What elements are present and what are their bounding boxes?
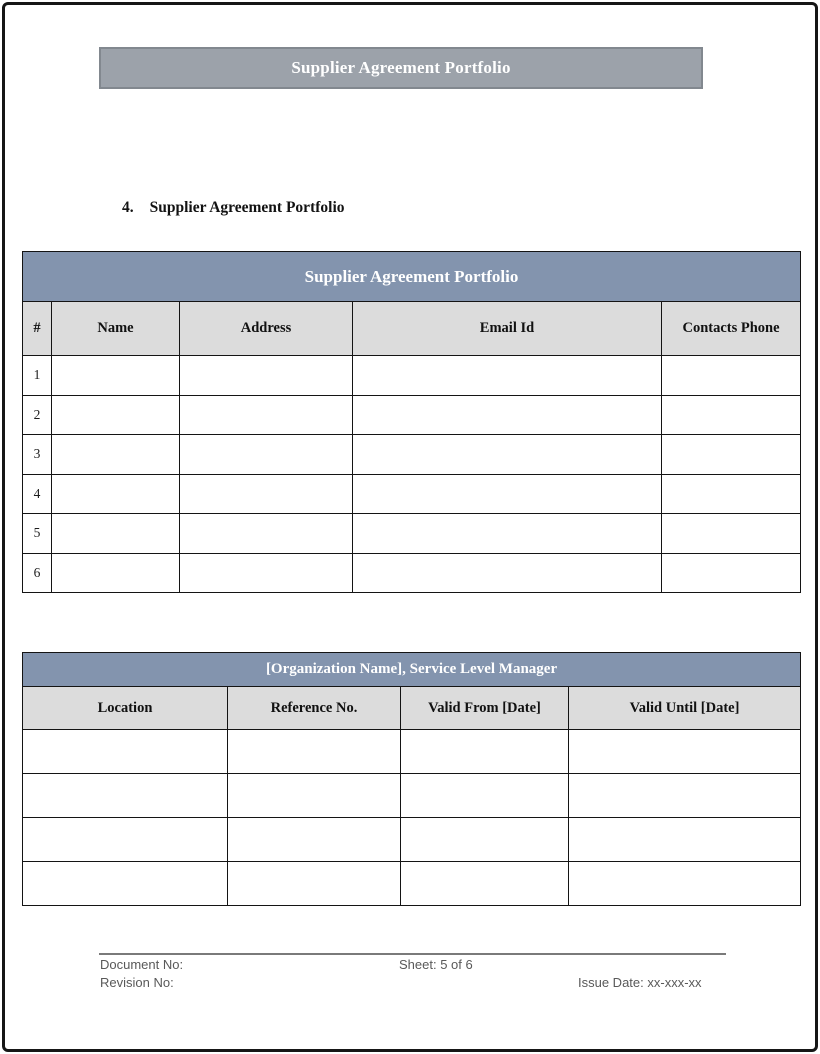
manager-table-title: [Organization Name], Service Level Manager bbox=[23, 653, 801, 687]
table-row bbox=[23, 818, 801, 862]
row-number-cell: 6 bbox=[23, 553, 52, 593]
address-cell bbox=[180, 474, 353, 514]
supplier-table-header-row bbox=[23, 302, 801, 356]
row-number-cell: 5 bbox=[23, 514, 52, 554]
address-cell bbox=[180, 395, 353, 435]
row-number-cell: 2 bbox=[23, 395, 52, 435]
reference-cell bbox=[228, 774, 401, 818]
valid-until-cell bbox=[569, 774, 801, 818]
column-header-valid-until: Valid Until [Date] bbox=[569, 687, 801, 730]
row-number-cell: 1 bbox=[23, 356, 52, 396]
column-header-valid-from: Valid From [Date] bbox=[401, 687, 569, 730]
manager-table-header-row bbox=[23, 687, 801, 730]
footer-sheet-number: Sheet: 5 of 6 bbox=[399, 957, 473, 972]
footer-divider bbox=[99, 953, 726, 955]
supplier-portfolio-table bbox=[22, 251, 801, 593]
name-cell bbox=[52, 553, 180, 593]
reference-cell bbox=[228, 862, 401, 906]
address-cell bbox=[180, 514, 353, 554]
section-number: 4. bbox=[122, 199, 134, 216]
column-header-location: Location bbox=[23, 687, 228, 730]
table-row bbox=[23, 553, 801, 593]
supplier-table-title: Supplier Agreement Portfolio bbox=[23, 252, 801, 302]
document-title: Supplier Agreement Portfolio bbox=[291, 58, 511, 77]
table-row bbox=[23, 730, 801, 774]
footer-document-no: Document No: bbox=[100, 957, 184, 972]
table-row bbox=[23, 474, 801, 514]
section-heading bbox=[122, 199, 345, 217]
phone-cell bbox=[662, 514, 801, 554]
valid-from-cell bbox=[401, 774, 569, 818]
reference-cell bbox=[228, 818, 401, 862]
phone-cell bbox=[662, 356, 801, 396]
service-level-manager-table bbox=[22, 652, 801, 906]
email-cell bbox=[353, 474, 662, 514]
email-cell bbox=[353, 514, 662, 554]
footer-revision-no: Revision No: bbox=[100, 975, 174, 990]
table-row bbox=[23, 356, 801, 396]
phone-cell bbox=[662, 474, 801, 514]
valid-from-cell bbox=[401, 818, 569, 862]
email-cell bbox=[353, 395, 662, 435]
document-title-banner bbox=[99, 47, 703, 89]
reference-cell bbox=[228, 730, 401, 774]
name-cell bbox=[52, 474, 180, 514]
location-cell bbox=[23, 730, 228, 774]
valid-until-cell bbox=[569, 862, 801, 906]
section-title: Supplier Agreement Portfolio bbox=[149, 199, 345, 216]
column-header-name: Name bbox=[52, 302, 180, 356]
name-cell bbox=[52, 395, 180, 435]
table-row bbox=[23, 395, 801, 435]
column-header-email: Email Id bbox=[353, 302, 662, 356]
location-cell bbox=[23, 818, 228, 862]
valid-from-cell bbox=[401, 862, 569, 906]
column-header-number: # bbox=[23, 302, 52, 356]
column-header-address: Address bbox=[180, 302, 353, 356]
name-cell bbox=[52, 435, 180, 475]
row-number-cell: 3 bbox=[23, 435, 52, 475]
table-row bbox=[23, 862, 801, 906]
footer-issue-date: Issue Date: xx-xxx-xx bbox=[578, 975, 702, 990]
table-row bbox=[23, 514, 801, 554]
location-cell bbox=[23, 774, 228, 818]
valid-until-cell bbox=[569, 730, 801, 774]
column-header-phone: Contacts Phone bbox=[662, 302, 801, 356]
valid-from-cell bbox=[401, 730, 569, 774]
address-cell bbox=[180, 435, 353, 475]
email-cell bbox=[353, 435, 662, 475]
address-cell bbox=[180, 356, 353, 396]
phone-cell bbox=[662, 435, 801, 475]
name-cell bbox=[52, 514, 180, 554]
column-header-reference: Reference No. bbox=[228, 687, 401, 730]
location-cell bbox=[23, 862, 228, 906]
table-row bbox=[23, 435, 801, 475]
phone-cell bbox=[662, 553, 801, 593]
name-cell bbox=[52, 356, 180, 396]
valid-until-cell bbox=[569, 818, 801, 862]
row-number-cell: 4 bbox=[23, 474, 52, 514]
email-cell bbox=[353, 356, 662, 396]
table-row bbox=[23, 774, 801, 818]
phone-cell bbox=[662, 395, 801, 435]
email-cell bbox=[353, 553, 662, 593]
address-cell bbox=[180, 553, 353, 593]
